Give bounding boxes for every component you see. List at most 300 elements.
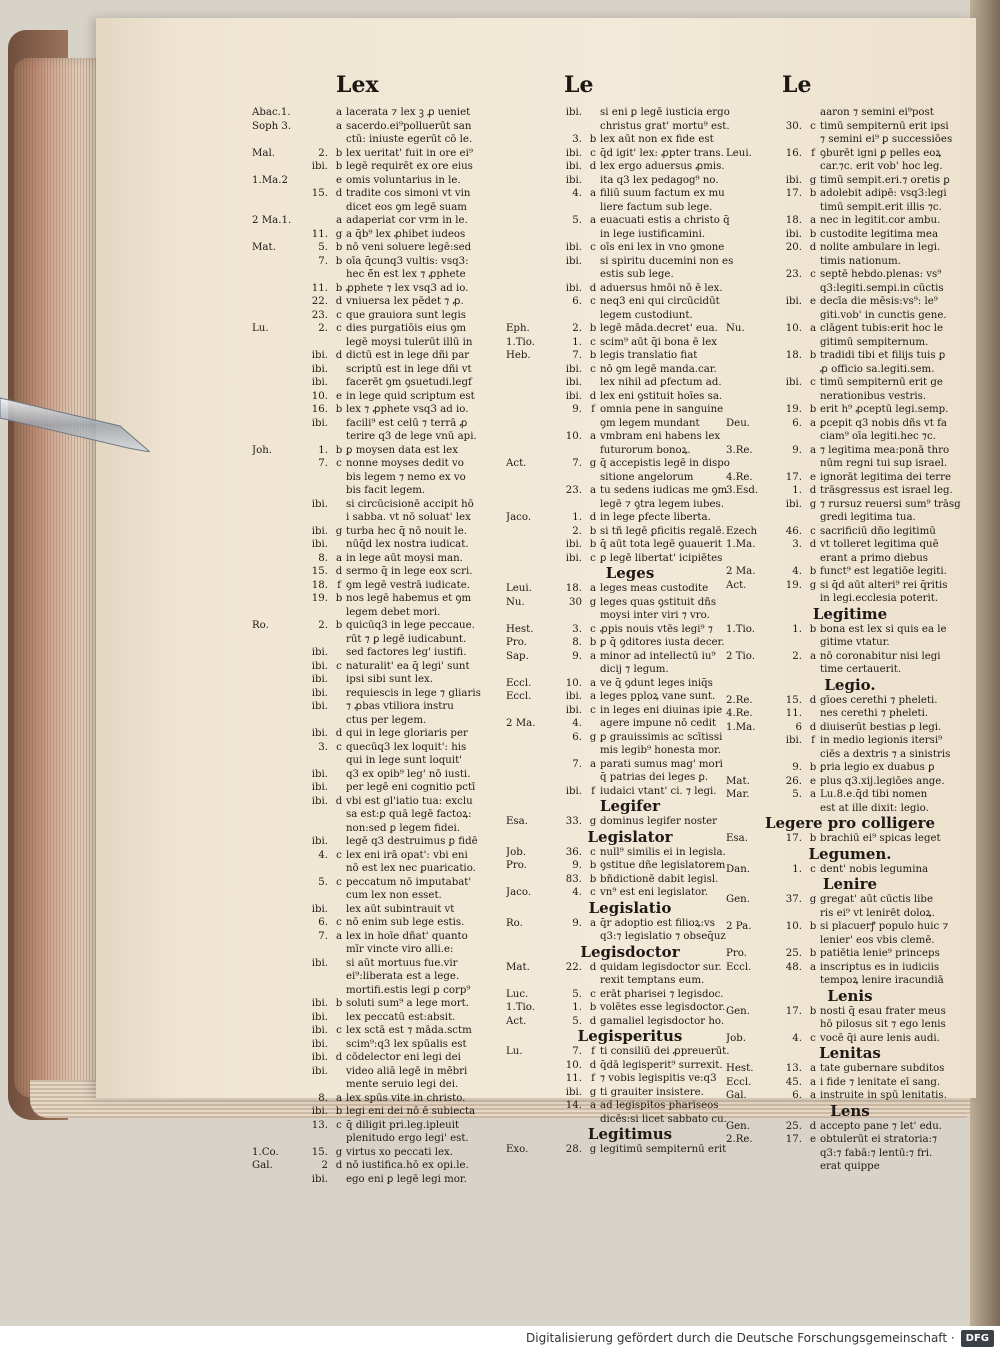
entry-text: legem debet mori.: [346, 606, 441, 618]
book-ref: [726, 636, 778, 650]
running-head-3: Le: [782, 72, 812, 98]
section-letter: f: [811, 147, 815, 159]
entry-text: brachiū ei⁹ spicas leget: [820, 833, 941, 844]
concordance-line: [252, 565, 492, 579]
concordance-line: [726, 748, 974, 762]
section-letter: a: [589, 758, 597, 770]
entry-text: inscriptus es in iudiciis: [820, 961, 940, 973]
book-ref: [506, 430, 558, 444]
concordance-line: [506, 268, 754, 282]
concordance-line: [726, 376, 974, 390]
concordance-line: [252, 1065, 492, 1079]
chapter-ref: ibi.: [311, 498, 328, 510]
chapter-ref: [778, 1160, 806, 1174]
chapter-ref: [304, 201, 332, 215]
chapter-ref: 22.: [311, 296, 328, 307]
book-ref: [506, 309, 558, 323]
book-ref: [726, 592, 778, 606]
book-ref: 1.Ma.: [726, 721, 756, 733]
chapter-ref: ibi.: [311, 1011, 328, 1023]
entry-text: in lege iustificamini.: [600, 228, 706, 240]
concordance-line: [506, 1072, 754, 1086]
chapter-ref: [778, 934, 806, 948]
entry-heading: Legitime: [812, 605, 888, 623]
concordance-line: [506, 430, 754, 444]
concordance-line: [726, 444, 974, 458]
entry-text: qui in lege gloriaris per: [346, 728, 468, 739]
concordance-line: [726, 650, 974, 664]
entry-text: accepto pane ⁊ let' edu.: [820, 1120, 942, 1132]
chapter-ref: [304, 268, 332, 282]
book-ref: [252, 714, 304, 728]
book-ref: [506, 609, 558, 623]
entry-text: ciam⁹ oīa legiti.hec ⁊c.: [820, 431, 936, 442]
chapter-ref: [778, 974, 806, 988]
book-ref: [726, 309, 778, 323]
book-ref: [252, 430, 304, 444]
book-ref: [252, 970, 304, 984]
section-letter: [806, 974, 820, 988]
chapter-ref: 36.: [565, 846, 582, 858]
chapter-ref: ibi.: [565, 390, 582, 402]
book-ref: [252, 1038, 304, 1052]
book-ref: Pro.: [506, 637, 527, 648]
entry-text: dies purgatiōis eius ꝯm: [346, 323, 466, 334]
section-letter: [806, 907, 820, 921]
book-ref: [252, 808, 304, 822]
concordance-line: [506, 457, 754, 471]
concordance-line: [506, 174, 754, 188]
section-letter: a: [335, 930, 343, 942]
entry-text: nūm regni tui sup israel.: [820, 458, 948, 469]
entry-text: que grauiora sunt legis: [346, 309, 466, 321]
concordance-line: [506, 873, 754, 887]
chapter-ref: 7.: [572, 1046, 582, 1057]
chapter-ref: 20.: [785, 242, 802, 253]
section-letter: [806, 1018, 820, 1032]
book-ref: [252, 795, 304, 809]
book-ref: [506, 758, 558, 772]
section-letter: b: [589, 350, 597, 361]
chapter-ref: 11.: [311, 282, 328, 294]
section-letter: [332, 835, 346, 849]
chapter-ref: 11.: [785, 708, 802, 719]
section-letter: d: [335, 350, 343, 361]
entry-text: requiescis in lege ⁊ gliaris: [346, 687, 481, 699]
section-letter: [586, 930, 600, 944]
entry-text: ꝓ officio sa.legiti.sem.: [820, 363, 935, 375]
book-ref: [726, 974, 778, 988]
chapter-ref: 18.: [311, 579, 328, 591]
book-ref: [726, 201, 778, 215]
chapter-ref: 16.: [311, 404, 328, 415]
concordance-line: [506, 498, 754, 512]
book-ref: [506, 930, 558, 944]
section-letter: [806, 133, 820, 147]
chapter-ref: ibi.: [311, 350, 328, 361]
entry-text: qui in lege sunt loquit': [346, 755, 463, 766]
section-letter: g: [809, 579, 817, 591]
book-page: [96, 18, 976, 1185]
concordance-line: [726, 511, 974, 525]
entry-text: plenitudo ergo legi' est.: [346, 1133, 469, 1144]
chapter-ref: ibi.: [311, 782, 328, 793]
section-letter: b: [335, 620, 343, 631]
section-letter: [586, 309, 600, 323]
entry-text: moysi inter viri ⁊ vro.: [600, 610, 710, 621]
column-3: [726, 106, 974, 1174]
concordance-line: [252, 390, 492, 404]
concordance-line: [252, 174, 492, 188]
entry-text: cum lex non esset.: [346, 890, 442, 901]
book-ref: [252, 484, 304, 498]
section-letter: d: [335, 1052, 343, 1063]
book-ref: [726, 390, 778, 404]
entry-text: erāt pharisei ⁊ legisdoc.: [600, 988, 724, 1000]
book-ref: [506, 663, 558, 677]
entry-text: septē hebdo.plenas: vs⁹: [820, 269, 942, 280]
section-letter: c: [590, 296, 596, 307]
book-ref: [252, 133, 304, 147]
chapter-ref: 23.: [785, 269, 802, 280]
chapter-ref: [304, 606, 332, 620]
book-ref: [252, 741, 304, 755]
concordance-line: [726, 241, 974, 255]
chapter-ref: 5.: [572, 1015, 582, 1027]
chapter-ref: 19.: [785, 404, 802, 415]
book-ref: [506, 1113, 558, 1127]
concordance-line: [506, 758, 754, 772]
entry-text: nec in legitit.cor ambu.: [820, 215, 941, 226]
book-ref: [506, 390, 558, 404]
concordance-line: [726, 363, 974, 377]
section-letter: b: [335, 998, 343, 1009]
section-letter: a: [589, 917, 597, 929]
book-ref: [506, 174, 558, 188]
concordance-line: [726, 802, 974, 816]
book-ref: Pro.: [506, 860, 527, 871]
section-letter: a: [335, 107, 343, 118]
section-letter: [332, 673, 346, 687]
concordance-line: [726, 788, 974, 802]
entry-text: ꝯm legem mundant: [600, 417, 700, 429]
chapter-ref: ibi.: [565, 1086, 582, 1098]
section-letter: b: [809, 833, 817, 844]
book-ref: [726, 552, 778, 566]
book-ref: Abac.1.: [252, 107, 291, 118]
book-ref: [726, 802, 778, 816]
entry-text: scim⁹:q3 lex spūalis est: [346, 1038, 467, 1050]
section-letter: d: [589, 161, 597, 172]
book-ref: [506, 471, 558, 485]
entry-text: q̄r adoptio est filioꝝ:vs: [600, 917, 715, 929]
section-letter: a: [589, 691, 597, 702]
entry-heading: Legio.: [824, 676, 876, 694]
chapter-ref: 2.: [792, 650, 802, 662]
concordance-line: [726, 525, 974, 539]
concordance-line: [726, 1032, 974, 1046]
section-letter: b: [809, 228, 817, 240]
section-letter: [332, 363, 346, 377]
section-letter: b: [589, 1002, 597, 1013]
section-letter: [332, 268, 346, 282]
concordance-line: [252, 1146, 492, 1160]
entry-text: ꝯm legē vestrā iudicate.: [346, 579, 470, 591]
chapter-ref: [304, 336, 332, 350]
entry-text: facili⁹ est celū ⁊ terrā ꝓ: [346, 417, 468, 429]
section-letter: c: [336, 323, 342, 334]
section-letter: g: [335, 525, 343, 537]
chapter-ref: [778, 511, 806, 525]
concordance-line: [252, 916, 492, 930]
book-ref: [252, 1132, 304, 1146]
entry-text: quidam legisdoctor sur.: [600, 961, 722, 973]
concordance-line: [726, 174, 974, 188]
entry-text: turba hec q̄ nō nouit le.: [346, 525, 467, 537]
entry-text: trāsgressus est israel leg.: [820, 485, 953, 496]
section-letter: [332, 417, 346, 431]
chapter-ref: ibi.: [785, 377, 802, 388]
entry-text: diuiserūt bestias ꝑ legi.: [820, 721, 942, 733]
book-ref: Eccl.: [726, 1076, 752, 1088]
book-ref: [252, 295, 304, 309]
concordance-line: [252, 1024, 492, 1038]
chapter-ref: ibi.: [311, 1038, 328, 1050]
book-ref: 1.Tio.: [506, 336, 535, 348]
book-ref: Dan.: [726, 863, 751, 875]
concordance-line: [252, 241, 492, 255]
section-letter: d: [335, 728, 343, 739]
concordance-line: [252, 619, 492, 633]
chapter-ref: 2.: [572, 525, 582, 537]
concordance-line: [252, 943, 492, 957]
section-letter: a: [809, 323, 817, 334]
entry-text: adaperiat cor vrm in le.: [346, 215, 468, 226]
chapter-ref: [304, 633, 332, 647]
book-ref: Eph.: [506, 323, 530, 334]
section-letter: [806, 592, 820, 606]
entry-text: time certauerit.: [820, 664, 902, 675]
book-ref: [252, 687, 304, 701]
section-letter: b: [335, 161, 343, 172]
concordance-line: [252, 1092, 492, 1106]
chapter-ref: 9.: [572, 860, 582, 871]
chapter-ref: 17.: [785, 188, 802, 199]
entry-text: facerēt ꝯm ꝯsuetudi.legf: [346, 377, 472, 388]
chapter-ref: 4.: [572, 718, 582, 729]
chapter-ref: 19.: [785, 579, 802, 591]
entry-text: ciēs a dextris ⁊ a sinistris: [820, 748, 951, 760]
book-ref: [506, 417, 558, 431]
concordance-line: [252, 808, 492, 822]
book-ref: [726, 430, 778, 444]
section-letter: [332, 133, 346, 147]
entry-text: in leges eni diuinas ipie: [600, 704, 723, 716]
entry-text: sitione angelorum: [600, 471, 694, 483]
chapter-ref: 10.: [785, 323, 802, 334]
concordance-line: [252, 484, 492, 498]
concordance-line: [726, 761, 974, 775]
book-ref: Ro.: [506, 917, 523, 929]
section-letter: c: [336, 309, 342, 321]
chapter-ref: 83.: [565, 873, 582, 885]
book-ref: [506, 444, 558, 458]
concordance-line: [252, 511, 492, 525]
concordance-line: [506, 336, 754, 350]
book-ref: [252, 390, 304, 404]
concordance-line: [506, 917, 754, 931]
chapter-ref: [778, 255, 806, 269]
book-ref: [252, 943, 304, 957]
entry-text: lex peccatū est:absit.: [346, 1011, 456, 1023]
book-ref: [506, 295, 558, 309]
entry-text: bñdictionē dabit legisl.: [600, 873, 719, 885]
book-ref: Exo.: [506, 1144, 529, 1155]
section-letter: [586, 174, 600, 188]
entry-text: minor ad intellectū iu⁹: [600, 650, 716, 662]
book-ref: [252, 565, 304, 579]
entry-text: ve q̄ ꝯdunt leges iniq̄s: [600, 677, 713, 689]
chapter-ref: ibi.: [311, 525, 328, 537]
book-ref: [506, 282, 558, 296]
chapter-ref: 1.: [572, 512, 582, 523]
concordance-line: [506, 596, 754, 610]
section-letter: c: [590, 363, 596, 375]
concordance-line: [726, 403, 974, 417]
chapter-ref: 9.: [572, 650, 582, 662]
section-letter: [332, 943, 346, 957]
section-letter: c: [810, 525, 816, 537]
section-letter: [332, 903, 346, 917]
entry-text: si q̄d aūt alteri⁹ rei q̄ritis: [820, 579, 948, 591]
entry-text: quecūq3 lex loquit': his: [346, 741, 467, 753]
chapter-ref: ibi.: [565, 107, 582, 118]
entry-text: tate gubernare subditos: [820, 1063, 945, 1074]
entry-text: lex sctā est ⁊ māda.sctm: [346, 1025, 472, 1036]
book-ref: [252, 160, 304, 174]
book-ref: 1.Ma.2: [252, 174, 288, 186]
section-letter: c: [336, 741, 342, 753]
chapter-ref: 13.: [311, 1119, 328, 1131]
section-letter: a: [809, 650, 817, 662]
concordance-line: [726, 893, 974, 907]
chapter-ref: ibi.: [565, 377, 582, 388]
section-letter: [806, 282, 820, 296]
entry-text: vocē q̄i aure lenis audi.: [820, 1032, 940, 1044]
section-letter: [806, 457, 820, 471]
entry-text: ris ei⁹ vt lenirēt doloꝝ.: [820, 907, 935, 919]
section-letter: [332, 646, 346, 660]
chapter-ref: 7.: [572, 458, 582, 469]
entry-text: legi eni dei nō ē subiecta: [346, 1106, 476, 1117]
chapter-ref: 10.: [785, 921, 802, 932]
section-letter: b: [809, 921, 817, 932]
entry-text: gīoes cerethi ⁊ pheleti.: [820, 694, 938, 706]
chapter-ref: ibi.: [311, 1052, 328, 1063]
entry-text: a q̄b⁹ lex ꝓhibet iudeos: [346, 228, 466, 240]
section-letter: a: [809, 789, 817, 800]
entry-text: patiētia lenie⁹ princeps: [820, 948, 940, 959]
concordance-line: [506, 403, 754, 417]
chapter-ref: [558, 471, 586, 485]
chapter-ref: ibi.: [565, 704, 582, 716]
book-ref: [506, 974, 558, 988]
entry-text: legem custodiunt.: [600, 309, 693, 321]
entry-text: ꝑ q̄ ꝯditores iusta decer.: [600, 637, 725, 648]
chapter-ref: [558, 498, 586, 512]
chapter-ref: ibi.: [311, 363, 328, 375]
chapter-ref: 6: [795, 721, 802, 733]
book-ref: [252, 1065, 304, 1079]
chapter-ref: 4.: [792, 1032, 802, 1044]
section-letter: g: [335, 1146, 343, 1158]
book-ref: [506, 873, 558, 887]
entry-text: ego eni ꝑ legē legi mor.: [346, 1173, 467, 1185]
chapter-ref: 6.: [572, 731, 582, 743]
book-ref: [252, 1078, 304, 1092]
book-ref: [726, 1160, 778, 1174]
section-letter: d: [335, 188, 343, 199]
section-letter: c: [590, 336, 596, 348]
book-ref: [506, 771, 558, 785]
book-ref: Gen.: [726, 1120, 750, 1132]
running-head-1: Lex: [336, 72, 379, 98]
book-ref: [252, 835, 304, 849]
book-ref: Heb.: [506, 350, 531, 361]
chapter-ref: [778, 390, 806, 404]
book-ref: 3.Re.: [726, 444, 753, 456]
chapter-ref: [778, 748, 806, 762]
book-ref: [252, 228, 304, 242]
entry-text: legē ⁊ ꝯtra legem iubes.: [600, 498, 724, 510]
concordance-line: [726, 734, 974, 748]
book-ref: Eccl.: [506, 677, 532, 689]
concordance-line: [252, 1051, 492, 1065]
concordance-line: [726, 1005, 974, 1019]
section-letter: [806, 160, 820, 174]
concordance-line: [726, 471, 974, 485]
entry-text: filiū suum factum ex mu: [600, 188, 725, 199]
entry-text: plus q3.xij.legiōes ange.: [820, 775, 945, 787]
section-letter: a: [335, 215, 343, 226]
concordance-line: [726, 1133, 974, 1147]
chapter-ref: ibi.: [565, 691, 582, 702]
section-letter: b: [809, 762, 817, 773]
book-ref: [506, 498, 558, 512]
chapter-ref: 23.: [565, 485, 582, 496]
entry-text: ꝓpis nouis vtēs legi⁹ ⁊: [600, 623, 713, 635]
section-letter: d: [335, 296, 343, 307]
section-letter: [806, 511, 820, 525]
section-letter: a: [335, 552, 343, 564]
entry-text: parati sumus mag' mori: [600, 758, 723, 770]
entry-text: hec ē̄n est lex ⁊ ꝓphete: [346, 269, 466, 280]
section-letter: [332, 781, 346, 795]
book-ref: [726, 761, 778, 775]
chapter-ref: ibi.: [311, 674, 328, 685]
section-letter: f: [337, 579, 341, 591]
book-ref: [726, 498, 778, 512]
section-letter: [332, 754, 346, 768]
concordance-line: [252, 876, 492, 890]
entry-text: rūt ⁊ ꝑ legē iudicabunt.: [346, 633, 467, 645]
concordance-line: [252, 889, 492, 903]
section-letter: a: [809, 1063, 817, 1074]
chapter-ref: 15.: [311, 566, 328, 577]
chapter-ref: [558, 120, 586, 134]
book-ref: [252, 1173, 304, 1187]
chapter-ref: [304, 133, 332, 147]
